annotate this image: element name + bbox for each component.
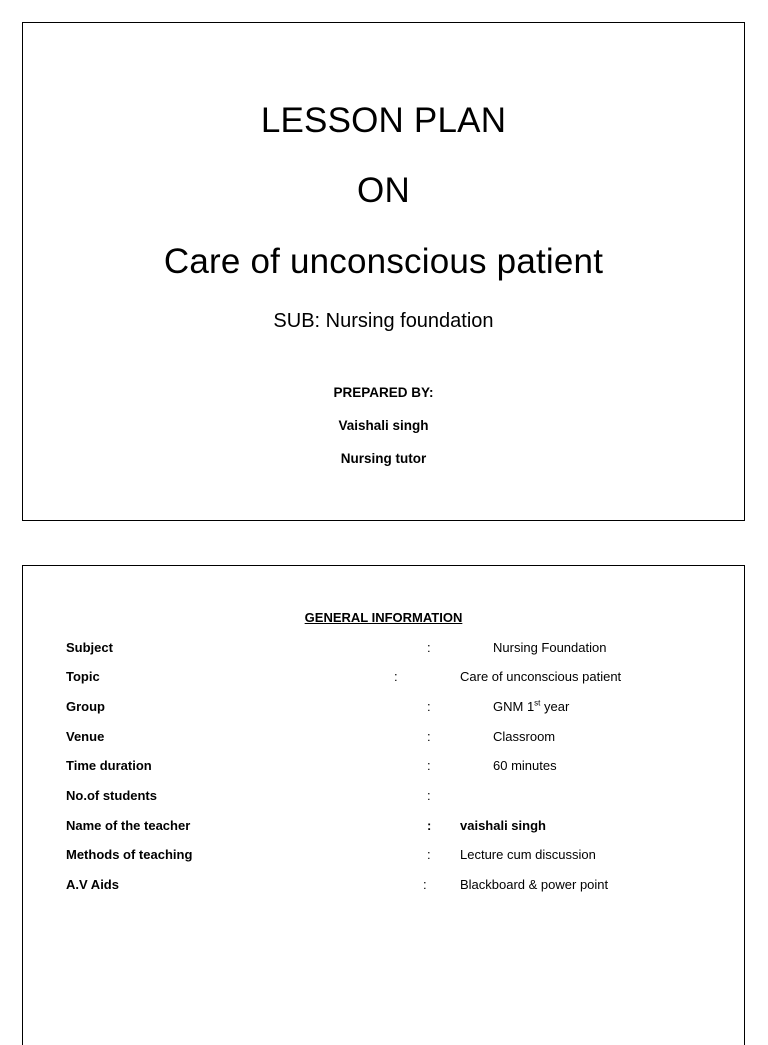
cover-page (22, 22, 745, 521)
row-colon: : (427, 758, 431, 773)
info-row-av-aids (23, 877, 744, 897)
row-value: Care of unconscious patient (460, 669, 622, 684)
row-value: GNM 1st year (493, 698, 570, 714)
info-row-topic (23, 669, 744, 689)
row-colon: : (427, 699, 431, 714)
info-row-methods-of-teaching (23, 847, 744, 867)
row-label: Group (66, 699, 105, 714)
row-colon: : (427, 729, 431, 744)
preparer-name: Vaishali singh (338, 418, 429, 433)
row-value: Blackboard & power point (460, 877, 609, 892)
info-row-name-of-teacher (23, 818, 744, 838)
row-colon: : (427, 818, 432, 833)
subject-line: SUB: Nursing foundation (273, 310, 494, 332)
prepared-by-label: PREPARED BY: (333, 385, 434, 400)
row-label: No.of students (66, 788, 157, 803)
title-line-1: LESSON PLAN (260, 101, 507, 140)
general-information-heading: GENERAL INFORMATION (304, 610, 463, 625)
general-information-page (22, 565, 745, 1045)
row-colon: : (427, 788, 431, 803)
info-row-no-of-students (23, 788, 744, 808)
preparer-role: Nursing tutor (340, 451, 427, 466)
title-line-3: Care of unconscious patient (163, 242, 604, 281)
row-label: Subject (66, 640, 113, 655)
info-row-venue (23, 729, 744, 749)
row-value: Lecture cum discussion (460, 847, 596, 862)
row-colon: : (423, 877, 427, 892)
row-label: Time duration (66, 758, 152, 773)
row-label: A.V Aids (66, 877, 119, 892)
row-colon: : (427, 847, 431, 862)
row-value: vaishali singh (460, 818, 546, 833)
row-label: Topic (66, 669, 100, 684)
row-value: 60 minutes (493, 758, 557, 773)
info-row-group (23, 699, 744, 719)
row-label: Name of the teacher (66, 818, 191, 833)
row-value: Nursing Foundation (493, 640, 607, 655)
row-colon: : (427, 640, 431, 655)
info-row-time-duration (23, 758, 744, 778)
row-value: Classroom (493, 729, 556, 744)
info-row-subject (23, 640, 744, 660)
row-label: Venue (66, 729, 105, 744)
row-label: Methods of teaching (66, 847, 193, 862)
row-colon: : (394, 669, 398, 684)
title-line-2: ON (357, 171, 410, 210)
